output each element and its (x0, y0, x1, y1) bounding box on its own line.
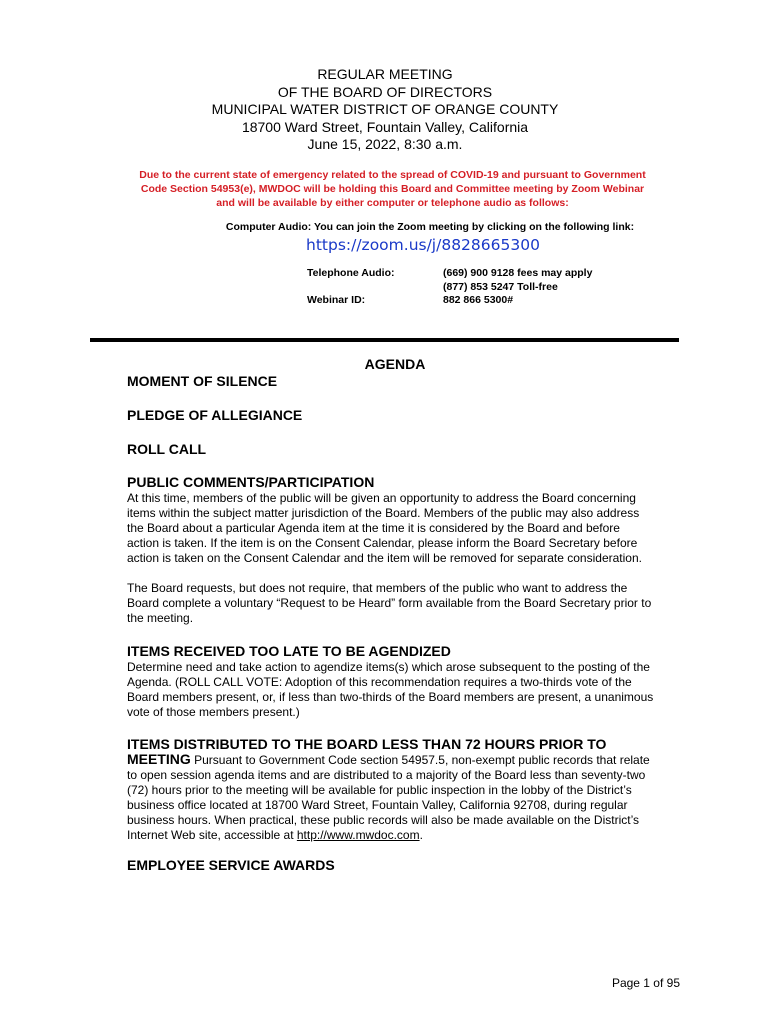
header-line: OF THE BOARD OF DIRECTORS (277, 83, 493, 100)
section-pledge: PLEDGE OF ALLEGIANCE (127, 407, 303, 423)
section-items-distributed-continued: MEETING (127, 751, 191, 767)
items-distributed-paragraph (127, 752, 682, 843)
paragraph-text: . (419, 828, 423, 842)
paragraph-line: action is taken on the Consent Calendar and the item will be removed for separate consideration. (127, 551, 642, 565)
covid-notice (100, 168, 685, 210)
page-number: Page 1 of 95 (611, 976, 680, 990)
paragraph-last-line (127, 828, 682, 843)
paragraph-line: the Board about a particular Agenda item at the time it is considered by the Board and before (127, 521, 620, 535)
zoom-meeting-link[interactable]: https://zoom.us/j/8828665300 (306, 236, 540, 254)
header-line: REGULAR MEETING (317, 66, 453, 82)
telephone-number: (877) 853 5247 Toll-free (443, 280, 558, 293)
paragraph-text: Internet Web site, accessible at (127, 828, 297, 842)
header-line: 18700 Ward Street, Fountain Valley, California (241, 118, 529, 135)
section-items-distributed: ITEMS DISTRIBUTED TO THE BOARD LESS THAN 72 HOURS PRIOR TO (127, 736, 607, 752)
paragraph-line: business office located at 18700 Ward Street, Fountain Valley, California 92708, during regular (127, 798, 628, 812)
section-items-too-late: ITEMS RECEIVED TOO LATE TO BE AGENDIZED (127, 643, 451, 659)
meeting-header (0, 66, 770, 154)
notice-line: Code Section 54953(e), MWDOC will be holding this Board and Committee meeting by Zoom Webinar (140, 183, 645, 195)
section-moment-of-silence: MOMENT OF SILENCE (127, 373, 278, 389)
telephone-number: (669) 900 9128 fees may apply (443, 267, 593, 279)
notice-line: Due to the current state of emergency related to the spread of COVID-19 and pursuant to Government (139, 169, 646, 181)
paragraph-line: Agenda. (ROLL CALL VOTE: Adoption of this recommendation requires a two-thirds vote of the (127, 675, 632, 689)
paragraph-text: Pursuant to Government Code section 54957.5, non-exempt public records that relate (190, 753, 650, 767)
items-too-late-paragraph (127, 660, 682, 720)
section-roll-call: ROLL CALL (127, 441, 207, 457)
paragraph-first-line (127, 752, 682, 768)
paragraph-line: vote of those members present.) (127, 705, 300, 719)
paragraph-line: Board complete a voluntary “Request to be Heard” form available from the Board Secretary prior to (127, 596, 652, 610)
paragraph-line: the meeting. (127, 611, 194, 625)
webinar-label: Webinar ID: (307, 294, 366, 306)
public-comments-paragraph (127, 491, 682, 566)
paragraph-line: business hours. When practical, these public records will also be made available on the District’s (127, 813, 640, 827)
horizontal-divider (90, 338, 679, 342)
notice-line: and will be available by either computer or telephone audio as follows: (216, 197, 569, 209)
agenda-title: AGENDA (364, 356, 426, 372)
paragraph-line: (72) hours prior to the meeting will be available for public inspection in the lobby of the District’s (127, 783, 632, 797)
paragraph-line: action is taken. If the item is on the Consent Calendar, please inform the Board Secretary before (127, 536, 638, 550)
section-employee-service-awards: EMPLOYEE SERVICE AWARDS (127, 857, 335, 873)
header-line: June 15, 2022, 8:30 a.m. (307, 136, 463, 152)
paragraph-line: Determine need and take action to agendize items(s) which arose subsequent to the posting of the (127, 660, 650, 674)
telephone-numbers (443, 267, 592, 308)
mwdoc-website-link[interactable]: http://www.mwdoc.com (296, 828, 420, 842)
paragraph-line: At this time, members of the public will be given an opportunity to address the Board concerning (127, 491, 636, 505)
paragraph-line: The Board requests, but does not require, that members of the public who want to address the (127, 581, 628, 595)
paragraph-line: to open session agenda items and are distributed to a majority of the Board less than seventy-two (127, 768, 646, 782)
header-line: MUNICIPAL WATER DISTRICT OF ORANGE COUNTY (211, 101, 559, 117)
paragraph-line: items within the subject matter jurisdiction of the Board. Members of the public may also address (127, 506, 640, 520)
computer-audio-text: Computer Audio: You can join the Zoom meeting by clicking on the following link: (225, 221, 635, 233)
section-public-comments: PUBLIC COMMENTS/PARTICIPATION (127, 474, 375, 490)
webinar-id: 882 866 5300# (443, 294, 514, 306)
paragraph-line: Board members present, or, if less than two-thirds of the Board members are present, a unanimous (127, 690, 654, 704)
telephone-label: Telephone Audio: (307, 267, 395, 279)
request-to-be-heard-paragraph (127, 581, 682, 626)
